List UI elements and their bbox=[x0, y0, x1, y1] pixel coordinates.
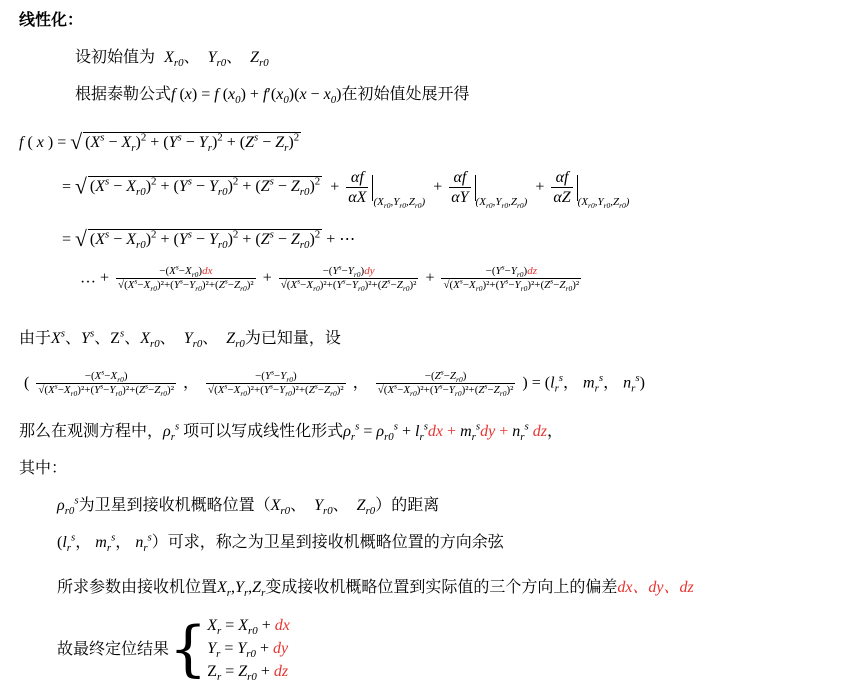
params-middle: 变成接收机概略位置到实际值的三个方向上的偏差 bbox=[265, 577, 618, 596]
parameters-line bbox=[57, 577, 694, 600]
rho-description bbox=[57, 494, 440, 518]
result-label: 故最终定位结果 bbox=[57, 638, 170, 658]
equation-3: = √ $(X^s - X_{r0})^2 + (Y^s - Y_{r0})^2 + (Z^s - Z_{r0})^2$ + ⋯ bbox=[62, 227, 356, 252]
observation-prefix: 那么在观测方程中， bbox=[19, 421, 164, 440]
initial-values-label: 设初始值为 bbox=[75, 47, 156, 66]
section-heading: 线性化： bbox=[19, 10, 84, 29]
cosines-formula: ($l_r^s$， $m_r^s$， $n_r^s$ bbox=[57, 531, 152, 555]
final-result bbox=[57, 614, 290, 683]
approx-position-formula: $X_{r0}$、 $Y_{r0}$、 $Z_{r0}$ bbox=[270, 497, 376, 518]
linearized-formula: $\rho_r^s = \rho_{r0}^s + l_r^sdx + m_r^sdy + n_r^s$ dz bbox=[343, 420, 547, 444]
known-formula: $X^s$、$Y^s$、$Z^s$、$X_{r0}$、 $Y_{r0}$、 $Z_{r0}$ bbox=[51, 327, 245, 351]
known-quantities-line bbox=[19, 327, 341, 351]
known-suffix: 为已知量，设 bbox=[244, 328, 341, 347]
cosine-description bbox=[57, 531, 504, 555]
known-prefix: 由于 bbox=[19, 328, 52, 347]
result-equations: $X_r = X_{r0}$ + dx $Y_r = Y_{r0}$ + dy $Z_r = Z_{r0}$ + dz bbox=[207, 617, 290, 684]
initial-values-line bbox=[75, 47, 269, 70]
cosine-desc-text: ）可求，称之为卫星到接收机概略位置的方向余弦 bbox=[151, 532, 504, 551]
observation-middle: 项可以写成线性化形式 bbox=[183, 421, 344, 440]
rho-symbol: $\rho_r^s$ bbox=[163, 420, 180, 444]
taylor-suffix: 在初始值处展开得 bbox=[341, 84, 470, 103]
rho-desc-text: 为卫星到接收机概略位置（ bbox=[78, 495, 271, 514]
where-label: 其中： bbox=[19, 458, 68, 477]
params-prefix: 所求参数由接收机位置 bbox=[57, 577, 218, 596]
rho0-symbol: $\rho_{r0}^s$ bbox=[57, 494, 79, 518]
observation-suffix: ， bbox=[546, 421, 563, 440]
taylor-line bbox=[75, 84, 470, 107]
observation-line bbox=[19, 420, 563, 444]
equation-1: f ( x ) = √ $(X^s - X_r)^2 + (Y^s - Y_r)^2 + (Z^s - Z_r)^2$ bbox=[19, 130, 300, 155]
direction-cosines-definition: ( $\frac{-(X^s-X_{r0})}{√(X^s-X_{r0})^2+(Y^s-Y_{r0})^2+(Z^s-Z_{r0})^2}$ ， $\frac{-(Y^s-Y_{r0})}{√(X^s-X_{r0})^2+(Y^s-Y_{r0})^2+(Z^s-Z_{r0})^2}$ ， $\frac{-(Z^s-Z_{r0})}{√(X^s-X_{r0})^2+(Y^s-Y_{r0})^2+(Z^s-Z_{r0})^2}$ ) = ($l_r^s$， $m_r^s$， $n_r^s$) bbox=[24, 367, 645, 399]
equation-2: = √ $(X^s - X_{r0})^2 + (Y^s - Y_{r0})^2 + (Z^s - Z_{r0})^2$ + $\frac{\alpha f}{\alpha X}$ $_{(X_{r0},Y_{r0},Z_{r0})}$ + $\frac{\alpha f}{\alpha Y}$ $_{(X_{r0},Y_{r0},Z_{r0})}$ + $\frac{\alpha f}{\alpha Z}$ $_{(X_{r0},Y_{r0},Z_{r0})}$ bbox=[62, 169, 630, 211]
receiver-position-formula: $X_r,Y_r,Z_r$ bbox=[217, 579, 266, 600]
taylor-formula: f (x) = f $(x_0) + f'(x_0)(x - x_0)$ bbox=[171, 86, 342, 107]
taylor-prefix: 根据泰勒公式 bbox=[75, 84, 172, 103]
params-deltas: dx、dy、dz bbox=[617, 579, 694, 596]
equation-4: … + $\frac{-(X^s-X_{r0})dx}{√(X^s-X_{r0})^2+(Y^s-Y_{r0})^2+(Z^s-Z_{r0})^2}$ + $\frac{-(Y^s-Y_{r0})dy}{√(X^s-X_{r0})^2+(Y^s-Y_{r0})^2+(Z^s-Z_{r0})^2}$ + $\frac{-(Y^s-Y_{r0})dz}{√(X^s-X_{r0})^2+(Y^s-Y_{r0})^2+(Z^s-Z_{r0})^2}$ bbox=[80, 262, 580, 294]
result-brace: { bbox=[169, 613, 208, 684]
initial-values-formula: $X_{r0}$、 $Y_{r0}$、 $Z_{r0}$ bbox=[160, 49, 269, 70]
rho-desc-end: ）的距离 bbox=[375, 495, 440, 514]
